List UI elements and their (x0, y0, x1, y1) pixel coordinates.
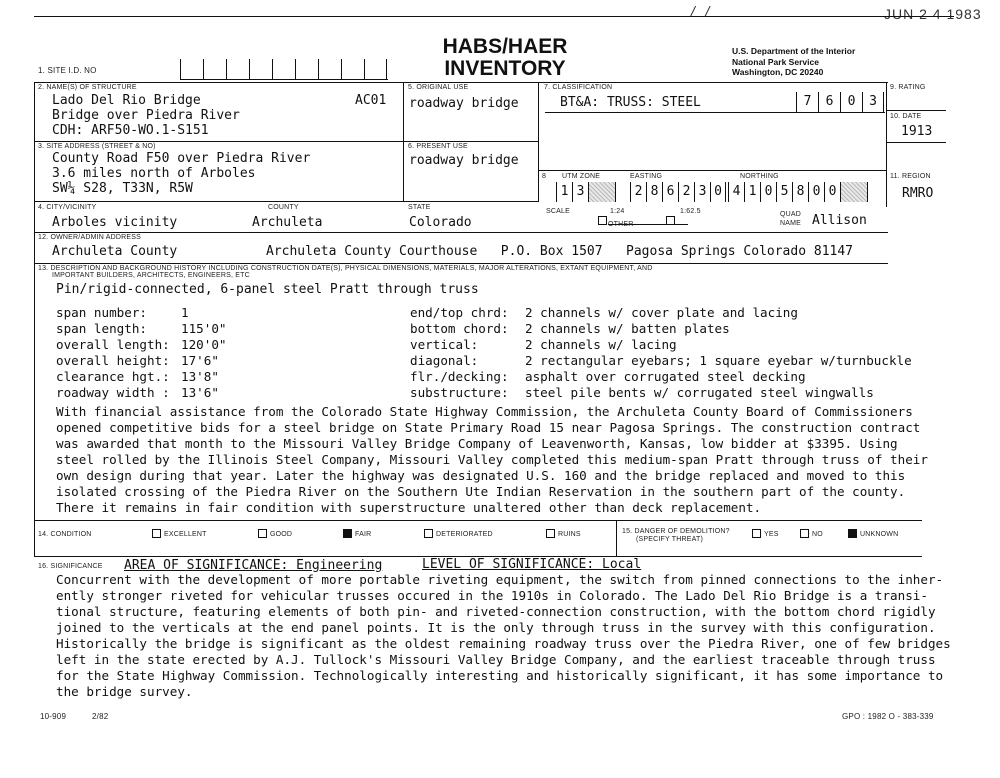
description-paragraph (56, 404, 928, 516)
condition-excellent-checkbox[interactable] (152, 529, 161, 538)
spec-row: span number: 1 (56, 305, 189, 320)
northing-boxes (728, 182, 868, 202)
easting-boxes (630, 182, 726, 202)
description-label-line2: IMPORTANT BUILDERS, ARCHITECTS, ENGINEERS, ETC (52, 272, 250, 279)
quad-name-label: NAME (780, 220, 802, 227)
specs-left-table (56, 305, 227, 401)
significance-line: the bridge survey. (56, 684, 193, 699)
northing-digit: 4 (728, 182, 744, 202)
northing-label: NORTHING (740, 173, 779, 180)
address-line2: 3.6 miles north of Arboles (52, 166, 256, 181)
condition-fair-label: FAIR (355, 531, 372, 538)
region-label: 11. REGION (890, 173, 931, 180)
date-value: 1913 (901, 124, 933, 139)
rating-underline (886, 110, 946, 111)
address-line3: SW¼ S28, T33N, R5W (52, 181, 193, 196)
quad-name-value: Allison (812, 213, 867, 228)
form-number: 10-909 (40, 712, 67, 721)
owner-address: Archuleta County Courthouse P.O. Box 1507 Pagosa Springs Colorado 81147 (266, 244, 853, 259)
utm-zone-digit: 3 (572, 182, 588, 202)
danger-no-label: NO (812, 531, 823, 538)
spec-row: span length: 115'0" (56, 321, 227, 336)
site-id-underline (180, 79, 388, 80)
description-label-line1: 13. DESCRIPTION AND BACKGROUND HISTORY INCLUDING CONSTRUCTION DATE(S), PHYSICAL DIMENSIONS, MATERIALS, MAJOR ALTERATIONS, EXTANT EQUIPMENT, AND (38, 265, 653, 272)
classification-value: BT&A: TRUSS: STEEL (560, 95, 701, 110)
date-label: 10. DATE (890, 113, 922, 120)
name-label: 2. NAME(S) OF STRUCTURE (38, 84, 137, 91)
date-underline (886, 142, 946, 143)
agency-line1: U.S. Department of the Interior (732, 46, 856, 56)
condition-fair-checkbox[interactable] (343, 529, 352, 538)
utm-shaded-cell (588, 182, 616, 202)
utm-top-rule (538, 170, 886, 171)
easting-digit: 8 (646, 182, 662, 202)
condition-label: 14. CONDITION (38, 531, 92, 538)
structure-cdh-number: CDH: ARF50-WO.1-S151 (52, 123, 209, 138)
top-rule (34, 16, 954, 17)
easting-digit: 2 (678, 182, 694, 202)
form-title-line2: INVENTORY (444, 57, 566, 80)
significance-line: tional structure, featuring elements of both pin- and riveted-connection construction, with the bottom chord rigidly (56, 604, 936, 619)
site-id-label: 1. SITE I.D. NO (38, 66, 97, 75)
condition-deteriorated-label: DETERIORATED (436, 531, 493, 538)
spec-row: diagonal: 2 rectangular eyebars; 1 square eyebar w/turnbuckle (410, 353, 912, 368)
spec-row: overall length: 120'0" (56, 337, 227, 352)
significance-line: Historically the bridge is significant as the oldest remaining roadway truss over the Piedra River, one of few bridges (56, 636, 951, 651)
danger-label: 15. DANGER OF DEMOLITION? (622, 528, 730, 535)
form-date: 2/82 (92, 712, 109, 721)
easting-digit: 6 (662, 182, 678, 202)
danger-no-checkbox[interactable] (800, 529, 809, 538)
condition-ruins-checkbox[interactable] (546, 529, 555, 538)
spec-row: flr./decking: asphalt over corrugated steel decking (410, 369, 806, 384)
description-line: opened competitive bids for a steel bridge on State Primary Road 15 near Pagosa Springs. The construction contract (56, 420, 921, 435)
condition-divider (616, 520, 617, 556)
city-value: Arboles vicinity (52, 215, 178, 230)
region-value: RMRO (902, 186, 934, 201)
danger-unknown-label: UNKNOWN (860, 531, 899, 538)
structure-code: AC01 (355, 93, 387, 108)
spec-row: roadway width : 13'6" (56, 385, 219, 400)
classification-label: 7. CLASSIFICATION (544, 84, 613, 91)
utm-zone-digit: 1 (556, 182, 572, 202)
other-label: OTHER (608, 221, 634, 228)
grid-vline-right (886, 82, 887, 207)
form-title-line1: HABS/HAER (442, 35, 568, 58)
grid-line-before-condition (34, 520, 922, 521)
significance-label: 16. SIGNIFICANCE (38, 563, 103, 570)
gpo-imprint: GPO : 1982 O - 383-339 (842, 712, 934, 721)
scale-label: SCALE (546, 208, 570, 215)
condition-good-label: GOOD (270, 531, 293, 538)
state-label: STATE (408, 204, 431, 211)
significance-paragraph (56, 572, 951, 700)
area-of-significance: AREA OF SIGNIFICANCE: Engineering (124, 558, 383, 573)
spec-row: bottom chord: 2 channels w/ batten plates (410, 321, 730, 336)
northing-digit: 0 (760, 182, 776, 202)
city-label: 4. CITY/VICINITY (38, 204, 97, 211)
condition-excellent-label: EXCELLENT (164, 531, 207, 538)
classification-underline (545, 112, 885, 113)
spec-row: end/top chrd: 2 channels w/ cover plate and lacing (410, 305, 798, 320)
scale-24000: 1:24 (610, 208, 625, 215)
grid-line-after-address (34, 201, 538, 202)
danger-yes-checkbox[interactable] (752, 529, 761, 538)
northing-digit: 5 (776, 182, 792, 202)
significance-line: left in the state erected by A.J. Tullock's Missouri Valley Bridge Company, and the earliest traceable through truss (56, 652, 936, 667)
agency-line2: National Park Service (732, 56, 819, 67)
condition-good-checkbox[interactable] (258, 529, 267, 538)
received-stamp: JUN 2 4 1983 (884, 6, 982, 22)
original-use-value: roadway bridge (409, 96, 519, 111)
easting-digit: 2 (630, 182, 646, 202)
spec-row: vertical: 2 channels w/ lacing (410, 337, 677, 352)
form-title (420, 36, 590, 80)
easting-label: EASTING (630, 173, 663, 180)
top-scribble: / / (690, 4, 712, 18)
spec-row: overall height: 17'6" (56, 353, 219, 368)
grid-line-after-name (34, 141, 538, 142)
level-of-significance: LEVEL OF SIGNIFICANCE: Local (422, 557, 642, 572)
structure-name: Lado Del Rio Bridge (52, 93, 201, 108)
grid-line-after-city (34, 232, 888, 233)
description-headline: Pin/rigid-connected, 6-panel steel Pratt through truss (56, 282, 479, 297)
significance-line: ently stronger riveted for vehicular trusses occured in the 1910s in Colorado. The Lado Del Rio Bridge is a transi- (56, 588, 928, 603)
condition-ruins-label: RUINS (558, 531, 581, 538)
northing-digit: 1 (744, 182, 760, 202)
danger-sublabel: (SPECIFY THREAT) (636, 536, 703, 543)
description-line: steel rolled by the Illinois Steel Company, Missouri Valley completed this medium-span Pratt through truss of their (56, 452, 928, 467)
agency-block (732, 46, 855, 78)
northing-digit: 0 (808, 182, 824, 202)
class-digit: 3 (862, 92, 884, 112)
quad-label: QUAD (780, 211, 802, 218)
danger-unknown-checkbox[interactable] (848, 529, 857, 538)
description-line: There it remains in fair condition with superstructure unaltered other than deck replacement. (56, 500, 762, 515)
grid-line-top (34, 82, 888, 83)
significance-line: joined to the verticals at the end panel points. It is the only through truss in the survey with this configuration. (56, 620, 936, 635)
grid-vline-col2 (538, 82, 539, 202)
address-label: 3. SITE ADDRESS (STREET & NO) (38, 143, 156, 150)
significance-line: Concurrent with the development of more portable riveting equipment, the switch from pinned connections to the inher- (56, 572, 944, 587)
original-use-label: 5. ORIGINAL USE (408, 84, 469, 91)
danger-yes-label: YES (764, 531, 779, 538)
class-digit: 7 (796, 92, 818, 112)
utm-zone-label: UTM ZONE (562, 173, 601, 180)
rating-label: 9. RATING (890, 84, 926, 91)
utm-zone-boxes (556, 182, 616, 202)
address-line1: County Road F50 over Piedra River (52, 151, 311, 166)
grid-line-after-owner (34, 263, 888, 264)
scale-24000-checkbox[interactable] (598, 216, 607, 225)
grid-vline-left (34, 82, 35, 556)
utm-field-number: 8 (542, 173, 547, 180)
northing-digit: 0 (824, 182, 840, 202)
site-id-boxes[interactable] (180, 59, 387, 79)
condition-deteriorated-checkbox[interactable] (424, 529, 433, 538)
structure-name-alt: Bridge over Piedra River (52, 108, 240, 123)
description-line: own design during that year. Later the highway was designated U.S. 160 and the bridge replaced and moved to this (56, 468, 906, 483)
significance-line: for the State Highway Commission. Technologically interesting and historically significant, it has some importance to (56, 668, 944, 683)
specs-right-table (410, 305, 912, 401)
owner-value: Archuleta County (52, 244, 178, 259)
description-line: With financial assistance from the Colorado State Highway Commission, the Archuleta County Board of Commissioners (56, 404, 913, 419)
spec-row: clearance hgt.: 13'8" (56, 369, 219, 384)
present-use-value: roadway bridge (409, 153, 519, 168)
description-line: was awarded that month to the Missouri Valley Bridge Company of Leavenworth, Kansas, low bidder at $3395. Using (56, 436, 898, 451)
spec-row: substructure: steel pile bents w/ corrugated steel wingwalls (410, 385, 874, 400)
scale-62500: 1:62.5 (680, 208, 701, 215)
present-use-label: 6. PRESENT USE (408, 143, 468, 150)
owner-label: 12. OWNER/ADMIN ADDRESS (38, 234, 142, 241)
state-value: Colorado (409, 215, 472, 230)
county-label: COUNTY (268, 204, 299, 211)
agency-line3: Washington, DC 20240 (732, 67, 824, 77)
easting-digit: 0 (710, 182, 726, 202)
classification-digit-boxes (796, 92, 884, 112)
class-digit: 0 (840, 92, 862, 112)
county-value: Archuleta (252, 215, 323, 230)
description-line: isolated crossing of the Piedra River on the Southern Ute Indian Reservation in the southern part of the county. (56, 484, 906, 499)
northing-digit: 8 (792, 182, 808, 202)
northing-shaded-cell (840, 182, 868, 202)
grid-vline-col1 (403, 82, 404, 202)
easting-digit: 3 (694, 182, 710, 202)
class-digit: 6 (818, 92, 840, 112)
